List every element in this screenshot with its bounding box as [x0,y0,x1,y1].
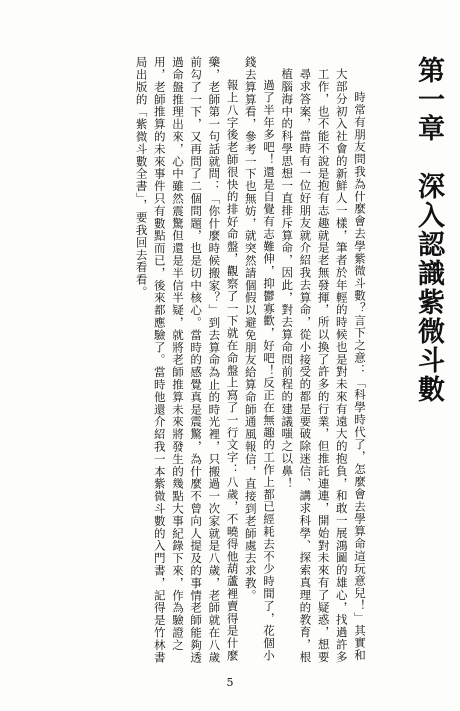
page-number: 5 [226,676,234,689]
vertical-text-block [132,56,442,668]
chapter-title: 第一章 深入認識紫微斗數 [413,56,444,404]
paragraph-2: 過了半年多吧！還是自覺有志難伸，抑鬱寡歡，好吧！反正在無趣的工作上都已經耗去不少時間了，花個小錢去算算看，參考一下也無妨，就突然請個假以避免朋友給算命師通風報信，直接到老師處去求教。 [243,56,276,662]
paragraph-3: 報上八字後老師很快的排好命盤，觀察了一下就在命盤上寫了一行文字：八歲，不曉得他葫蘆裡賣得是什麼藥，老師第一句話就問：「你什麼時候搬家？」到去算命為止的時光裡，只搬過一次家就是八歲，老師就在八歲前勾了一下，又再問了二個問題，也是切中核心。當時的感覺真是震驚，為什麼不曾向人提及的事情老師能夠透過命盤推理出來，心中雖然震驚但還是半信半疑，就將老師推算未來將發生的幾點大事紀錄下來，作為驗證之用，老師推算的未來事件只有數點而已，後來都應驗了。當時他還介紹我一本紫微斗數的入門書，記得是竹林書局出版的「紫微斗數全書」，要我回去看看。 [134,56,240,664]
paragraph-1: 時常有朋友問我為什麼會去學紫微斗數？言下之意：「科學時代了，怎麼會去學算命這玩意兒！」其實和大部分初入社會的新鮮人一樣，筆者於年輕的時候也是對未來有遠大的抱負，和敢一展鴻圖的雄心，找過許多工作，也不能不說是抱有志趣就是老無發揮，所以換了許多的行業，但推託連連，開始對未來有了疑惑，想要尋求答案，當時有一位好朋友就介紹我去算命，從小接受的都是要破除迷信、講求科學、探索真理的教育，根植腦海中的科學思想一直排斥算命，因此，對去算命問前程的建議嗤之以鼻！ [280,68,367,664]
